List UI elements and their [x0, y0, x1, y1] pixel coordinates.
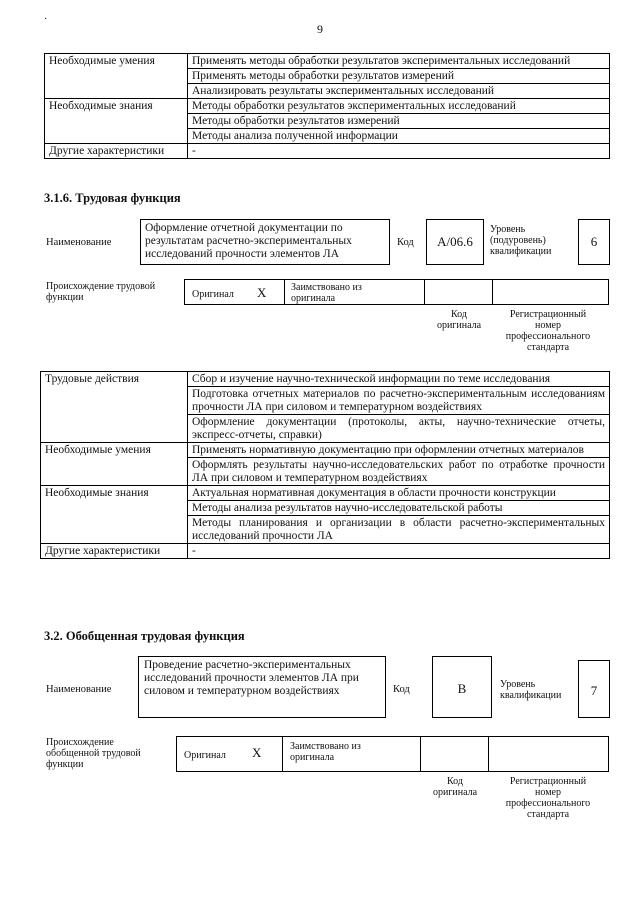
- table-cell: Анализировать результаты экспериментальных исследований: [188, 84, 610, 99]
- table-cell: Методы обработки результатов измерений: [188, 114, 610, 129]
- function-name: Оформление отчетной документации по результатам расчетно-экспериментальных исследований прочности элементов ЛА: [145, 222, 352, 260]
- code-label: Код: [397, 237, 414, 248]
- row-label: Другие характеристики: [45, 144, 188, 159]
- origin-row: [176, 736, 609, 772]
- code-original-caption: Код оригинала: [432, 776, 478, 798]
- requirements-table-2: [40, 371, 610, 559]
- code-box: [426, 219, 484, 265]
- row-label: Необходимые умения: [45, 54, 188, 99]
- code-original-caption: Код оригинала: [436, 309, 482, 331]
- row-label: Необходимые знания: [45, 99, 188, 144]
- table-cell: Методы обработки результатов экспериментальных исследований: [188, 99, 610, 114]
- level-value: 7: [590, 683, 598, 698]
- row-label: Необходимые знания: [41, 486, 188, 544]
- divider: [282, 736, 283, 772]
- code-value: A/06.6: [437, 234, 473, 249]
- row-label: Трудовые действия: [41, 372, 188, 443]
- original-label: Оригинал: [192, 289, 234, 300]
- level-value: 6: [590, 234, 598, 249]
- divider: [420, 736, 421, 772]
- code-value: B: [457, 681, 467, 696]
- original-label: Оригинал: [184, 750, 226, 761]
- generalized-function-name-box: [138, 656, 386, 718]
- table-cell: -: [188, 144, 610, 159]
- table-cell: -: [188, 544, 610, 559]
- generalized-function-name: Проведение расчетно-экспериментальных исследований прочности элементов ЛА при силовом и температурном воздействиях: [144, 659, 359, 697]
- table-cell: Методы анализа результатов научно-исследовательской работы: [188, 501, 610, 516]
- origin-row: [184, 279, 609, 305]
- table-cell: Оформление документации (протоколы, акты, научно-технические отчеты, экспресс-отчеты, справки): [188, 415, 610, 443]
- level-box: [578, 219, 610, 265]
- level-label: Уровень (подуровень) квалификации: [490, 224, 552, 257]
- original-mark: X: [257, 285, 267, 300]
- divider: [488, 736, 489, 772]
- page-number: 9: [317, 22, 323, 36]
- code-box: [432, 656, 492, 718]
- registration-caption: Регистрационный номер профессионального стандарта: [505, 309, 591, 353]
- original-mark: X: [252, 745, 262, 760]
- borrowed-label: Заимствовано из оригинала: [290, 741, 361, 763]
- table-cell: Актуальная нормативная документация в области прочности конструкции: [188, 486, 610, 501]
- borrowed-label: Заимствовано из оригинала: [291, 282, 362, 304]
- table-cell: Методы анализа полученной информации: [188, 129, 610, 144]
- row-label: Другие характеристики: [41, 544, 188, 559]
- section-heading-3-1-6: 3.1.6. Трудовая функция: [44, 191, 181, 205]
- table-cell: Применять методы обработки результатов экспериментальных исследований: [188, 54, 610, 69]
- table-cell: Подготовка отчетных материалов по расчетно-экспериментальным исследованиям прочности ЛА при силовом и температурном воздействиях: [188, 387, 610, 415]
- registration-caption: Регистрационный номер профессионального стандарта: [505, 776, 591, 820]
- name-label: Наименование: [46, 237, 112, 248]
- requirements-table-1: [44, 53, 610, 159]
- function-name-box: [140, 219, 390, 265]
- origin-label: Происхождение трудовой функции: [46, 281, 156, 303]
- level-label: Уровень квалификации: [500, 679, 562, 701]
- corner-mark: ·: [44, 14, 48, 25]
- divider: [424, 279, 425, 305]
- origin-label: Происхождение обобщенной трудовой функции: [46, 737, 141, 770]
- table-cell: Применять нормативную документацию при оформлении отчетных материалов: [188, 443, 610, 458]
- table-cell: Применять методы обработки результатов измерений: [188, 69, 610, 84]
- table-cell: Сбор и изучение научно-технической информации по теме исследования: [188, 372, 610, 387]
- code-label: Код: [393, 684, 410, 695]
- table-cell: Методы планирования и организации в области расчетно-экспериментальных исследований прочности ЛА: [188, 516, 610, 544]
- table-cell: Оформлять результаты научно-исследовательских работ по отработке прочности ЛА при силовом и температурном воздействиях: [188, 458, 610, 486]
- divider: [492, 279, 493, 305]
- name-label: Наименование: [46, 684, 112, 695]
- level-box: [578, 660, 610, 718]
- divider: [284, 279, 285, 305]
- row-label: Необходимые умения: [41, 443, 188, 486]
- section-heading-3-2: 3.2. Обобщенная трудовая функция: [44, 629, 245, 643]
